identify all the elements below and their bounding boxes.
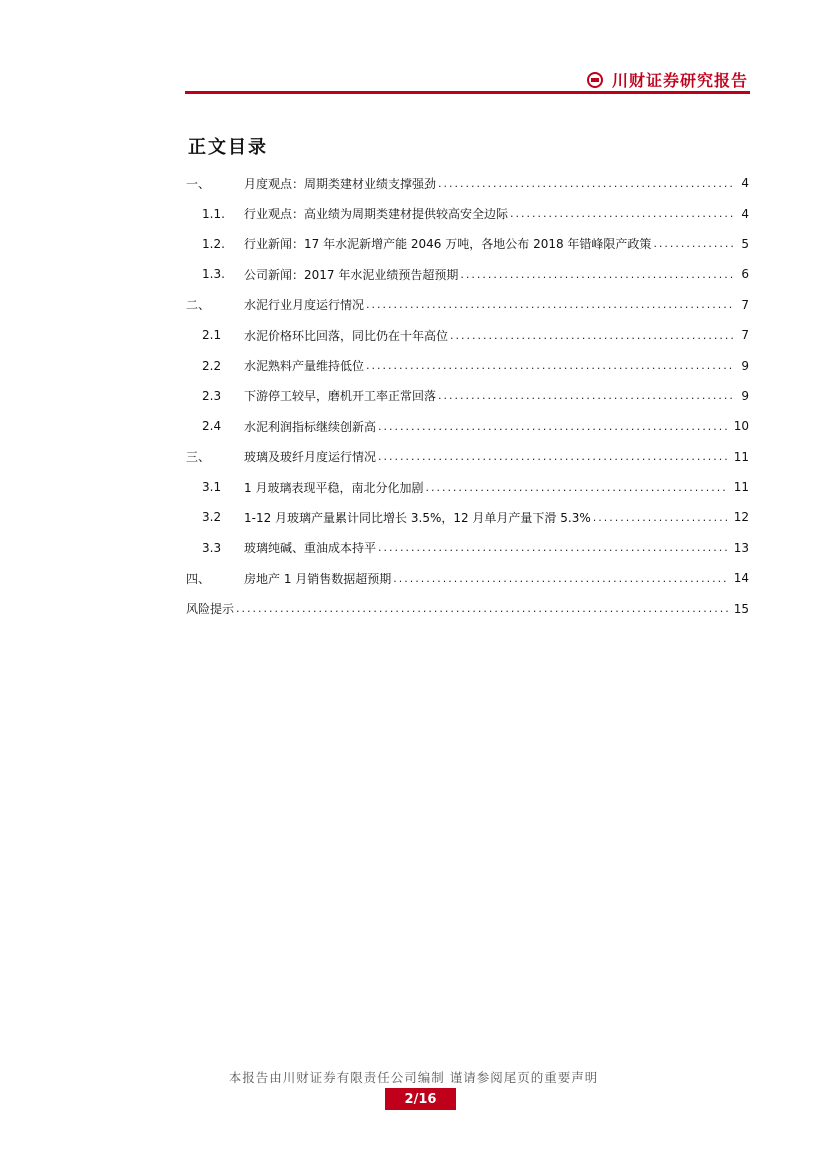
footer-disclaimer: 本报告由川财证券有限责任公司编制 谨请参阅尾页的重要声明 xyxy=(228,1070,599,1085)
toc-entry-title: 水泥利润指标继续创新高 xyxy=(244,419,377,434)
page-number: 2/16 xyxy=(385,1088,456,1110)
toc-entry-title: 风险提示 xyxy=(186,602,235,617)
toc-entry-page: 7 xyxy=(741,297,749,312)
toc-leader-dots xyxy=(378,541,728,554)
toc-entry-number: 三、 xyxy=(186,450,211,465)
toc-entry-number: 3.1 xyxy=(202,480,222,495)
toc-entry-number: 2.3 xyxy=(202,388,222,403)
toc-leader-dots xyxy=(425,481,727,494)
toc-entry[interactable] xyxy=(186,320,749,350)
toc-entry-number: 2.2 xyxy=(202,358,222,373)
brand xyxy=(587,68,748,91)
toc-entry-title: 行业新闻：17 年水泥新增产能 2046 万吨，各地公布 2018 年错峰限产政策 xyxy=(244,237,652,252)
toc-entry[interactable] xyxy=(186,259,749,289)
toc-entry[interactable] xyxy=(186,290,749,320)
toc-entry[interactable] xyxy=(186,350,749,380)
toc-entry-title: 水泥熟料产量维持低位 xyxy=(244,359,365,374)
toc-entry-page: 9 xyxy=(741,388,749,403)
toc-entry[interactable] xyxy=(186,472,749,502)
toc-entry-page: 4 xyxy=(741,206,749,221)
brand-logo-icon xyxy=(587,72,603,88)
toc-entry-page: 11 xyxy=(733,449,749,464)
toc-entry-title: 水泥行业月度运行情况 xyxy=(244,298,365,313)
toc-entry-page: 5 xyxy=(741,236,749,251)
toc-entry-number: 3.2 xyxy=(202,510,222,525)
toc-leader-dots xyxy=(366,359,733,372)
toc-leader-dots xyxy=(438,177,733,190)
table-of-contents xyxy=(186,168,749,624)
toc-entry-title: 公司新闻：2017 年水泥业绩预告超预期 xyxy=(244,267,459,282)
toc-entry-title: 行业观点：高业绩为周期类建材提供较高安全边际 xyxy=(244,207,509,222)
toc-entry[interactable] xyxy=(186,593,749,623)
toc-entry-page: 14 xyxy=(733,571,749,586)
toc-entry-page: 10 xyxy=(733,419,749,434)
toc-entry[interactable] xyxy=(186,168,749,198)
toc-leader-dots xyxy=(378,420,728,433)
toc-entry-page: 9 xyxy=(741,358,749,373)
toc-entry[interactable] xyxy=(186,381,749,411)
toc-entry[interactable] xyxy=(186,533,749,563)
toc-entry-number: 2.4 xyxy=(202,419,222,434)
brand-name: 川财证券研究报告 xyxy=(611,71,748,90)
toc-entry-title: 1 月玻璃表现平稳，南北分化加剧 xyxy=(244,480,424,495)
toc-leader-dots xyxy=(510,207,733,220)
toc-entry-page: 12 xyxy=(733,510,749,525)
toc-entry-title: 下游停工较早，磨机开工率正常回落 xyxy=(244,389,437,404)
toc-entry-number: 1.2. xyxy=(202,236,225,251)
toc-leader-dots xyxy=(460,268,733,281)
toc-title: 正文目录 xyxy=(188,137,268,158)
toc-entry[interactable] xyxy=(186,563,749,593)
toc-leader-dots xyxy=(593,511,728,524)
toc-entry-page: 11 xyxy=(733,480,749,495)
toc-entry-page: 15 xyxy=(733,601,749,616)
toc-entry[interactable] xyxy=(186,411,749,441)
toc-leader-dots xyxy=(378,450,728,463)
toc-entry-title: 水泥价格环比回落，同比仍在十年高位 xyxy=(244,328,449,343)
toc-entry-page: 6 xyxy=(741,267,749,282)
toc-entry-number: 四、 xyxy=(186,571,211,586)
toc-entry[interactable] xyxy=(186,229,749,259)
page-header xyxy=(185,64,750,94)
toc-entry-number: 2.1 xyxy=(202,328,222,343)
toc-entry-page: 13 xyxy=(733,540,749,555)
toc-entry-number: 1.3. xyxy=(202,267,225,282)
toc-entry-number: 二、 xyxy=(186,298,211,313)
toc-leader-dots xyxy=(450,329,733,342)
toc-leader-dots xyxy=(653,237,733,250)
toc-entry-page: 7 xyxy=(741,328,749,343)
toc-entry-title: 月度观点：周期类建材业绩支撑强劲 xyxy=(244,176,437,191)
toc-entry[interactable] xyxy=(186,442,749,472)
toc-entry-title: 1-12 月玻璃产量累计同比增长 3.5%，12 月单月产量下滑 5.3% xyxy=(244,510,591,525)
toc-entry-number: 一、 xyxy=(186,176,211,191)
toc-leader-dots xyxy=(236,602,728,615)
toc-entry[interactable] xyxy=(186,198,749,228)
toc-entry[interactable] xyxy=(186,502,749,532)
toc-leader-dots xyxy=(393,572,727,585)
toc-entry-page: 4 xyxy=(741,176,749,191)
toc-leader-dots xyxy=(366,298,733,311)
toc-entry-number: 1.1. xyxy=(202,206,225,221)
toc-entry-title: 玻璃纯碱、重油成本持平 xyxy=(244,541,377,556)
toc-entry-title: 房地产 1 月销售数据超预期 xyxy=(244,571,392,586)
toc-leader-dots xyxy=(438,389,733,402)
header-rule xyxy=(185,91,750,94)
toc-entry-title: 玻璃及玻纤月度运行情况 xyxy=(244,450,377,465)
toc-entry-number: 3.3 xyxy=(202,540,222,555)
